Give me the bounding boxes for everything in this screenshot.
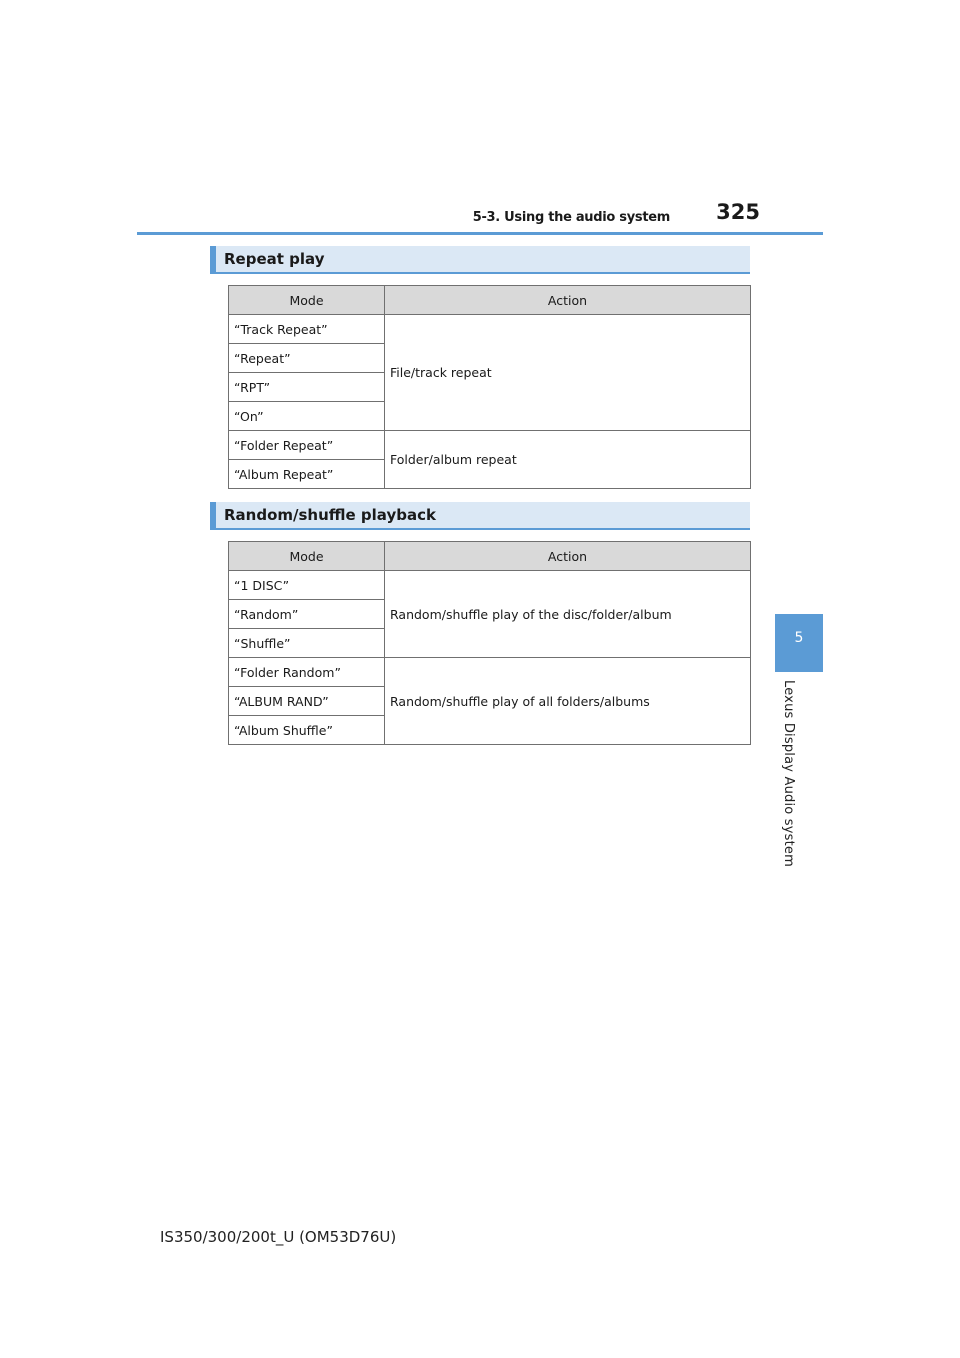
document-footer: IS350/300/200t_U (OM53D76U) (160, 1228, 397, 1246)
action-cell: Random/shuffle play of the disc/folder/album (385, 571, 751, 658)
chapter-tab-number: 5 (794, 630, 804, 646)
mode-cell: “Folder Repeat” (229, 431, 385, 460)
column-header-action: Action (385, 286, 751, 315)
action-cell: Random/shuffle play of all folders/albums (385, 658, 751, 745)
table-row (229, 658, 751, 687)
mode-cell: “ALBUM RAND” (229, 687, 385, 716)
mode-cell: “RPT” (229, 373, 385, 402)
repeat-play-heading (210, 246, 750, 274)
column-header-mode: Mode (229, 286, 385, 315)
header-divider (137, 232, 823, 235)
repeat-play-title: Repeat play (224, 250, 325, 268)
mode-cell: “Shuffle” (229, 629, 385, 658)
random-playback-title: Random/shuffle playback (224, 506, 436, 524)
header-section-title: 5-3. Using the audio system (472, 210, 670, 225)
action-cell: File/track repeat (385, 315, 751, 431)
column-header-mode: Mode (229, 542, 385, 571)
table-row (229, 431, 751, 460)
random-playback-table (228, 541, 751, 745)
repeat-play-table (228, 285, 751, 489)
table-row (229, 571, 751, 600)
mode-cell: “Repeat” (229, 344, 385, 373)
table-header-row (229, 286, 751, 315)
mode-cell: “Album Shuffle” (229, 716, 385, 745)
table-row (229, 315, 751, 344)
page-number: 325 (716, 200, 760, 224)
mode-cell: “On” (229, 402, 385, 431)
mode-cell: “1 DISC” (229, 571, 385, 600)
chapter-tab-label: Lexus Display Audio system (781, 680, 796, 867)
mode-cell: “Folder Random” (229, 658, 385, 687)
column-header-action: Action (385, 542, 751, 571)
mode-cell: “Random” (229, 600, 385, 629)
chapter-tab[interactable] (775, 614, 823, 672)
random-playback-heading (210, 502, 750, 530)
table-header-row (229, 542, 751, 571)
mode-cell: “Album Repeat” (229, 460, 385, 489)
mode-cell: “Track Repeat” (229, 315, 385, 344)
action-cell: Folder/album repeat (385, 431, 751, 489)
